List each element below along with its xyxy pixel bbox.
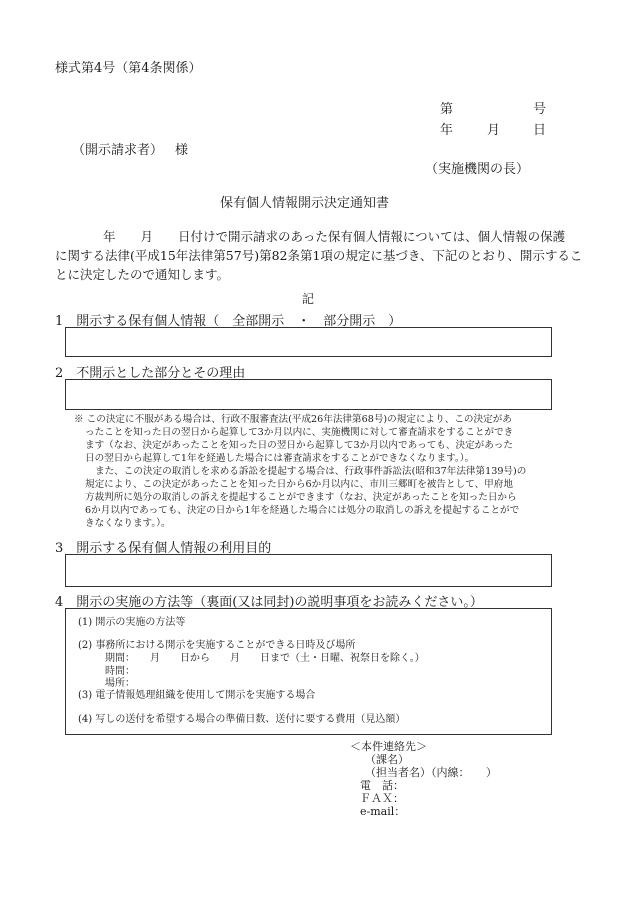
date-year: 年 xyxy=(440,123,454,138)
doc-number-dai: 第 xyxy=(440,102,454,117)
method-item-1: (1) 開示の実施の方法等 xyxy=(78,617,186,628)
section-1-label: 1 開示する保有個人情報（ 全部開示 ・ 部分開示 ） xyxy=(55,314,402,329)
note-line: きなくなります。）。 xyxy=(85,518,171,529)
method-item-3: (3) 電子情報処理組織を使用して開示を実施する場合 xyxy=(78,690,316,701)
requester-label: （開示請求者） xyxy=(72,143,164,158)
section-3-label: 3 開示する保有個人情報の利用目的 xyxy=(55,541,272,556)
form-number: 様式第4号（第4条関係） xyxy=(55,61,202,76)
document-title: 保有個人情報開示決定通知書 xyxy=(220,196,390,211)
intro-line-2: に関する法律(平成15年法律第57号)第82条第1項の規定に基づき、下記のとおり、開示するこ xyxy=(55,248,583,263)
doc-number-go: 号 xyxy=(533,102,547,117)
contact-line: （課名） xyxy=(365,753,409,766)
intro-line-3: とに決定したので通知します。 xyxy=(55,267,230,282)
place-line: 場所： xyxy=(105,678,135,689)
intro-line-1: 年 月 日付けで開示請求のあった保有個人情報については、個人情報の保護 xyxy=(103,229,566,244)
section-2-label: 2 不開示とした部分とその理由 xyxy=(55,366,246,381)
note-line: ます（なお、決定があったことを知った日の翌日から起算して3か月以内であっても、決定があった xyxy=(85,440,513,451)
requester-sama: 様 xyxy=(175,143,189,158)
ki-heading: 記 xyxy=(302,292,315,306)
section-2-box[interactable] xyxy=(65,379,552,410)
time-line: 時間： xyxy=(105,666,135,677)
method-item-2: (2) 事務所における開示を実施することができる日時及び場所 xyxy=(78,640,356,651)
period-line: 期間： 月 日から 月 日まで（土・日曜、祝祭日を除く。） xyxy=(105,653,425,664)
note-line: また、この決定の取消しを求める訴訟を提起する場合は、行政事件訴訟法(昭和37年法律第139号)の xyxy=(95,466,527,477)
note-line: 方裁判所に処分の取消しの訴えを提起することができます（なお、決定があったことを知った日から xyxy=(85,492,517,503)
contact-fax: ＦＡＸ： xyxy=(360,792,404,805)
section-1-box[interactable] xyxy=(65,327,552,357)
section-4-label: 4 開示の実施の方法等（裏面(又は同封)の説明事項をお読みください。） xyxy=(55,595,483,610)
method-item-4: (4) 写しの送付を希望する場合の準備日数、送付に要する費用（見込額） xyxy=(78,714,406,725)
issuer: （実施機関の長） xyxy=(425,162,530,177)
section-3-box[interactable] xyxy=(65,554,552,587)
note-line: 日の翌日から起算して1年を経過した場合には審査請求をすることができなくなります。）。 xyxy=(85,453,475,464)
note-line: 規定により、この決定があったことを知った日から6か月以内に、市川三郷町を被告として、甲府地 xyxy=(85,479,513,490)
date-month: 月 xyxy=(487,123,501,138)
date-day: 日 xyxy=(533,123,547,138)
contact-email: e-mail： xyxy=(360,805,406,818)
note-line: 6か月以内であっても、決定の日から1年を経過した場合には処分の取消しの訴えを提起することがで xyxy=(85,505,520,516)
contact-header: ＜本件連絡先＞ xyxy=(350,740,427,753)
contact-line: （担当者名）（内線： ） xyxy=(365,766,497,779)
note-line: ったことを知った日の翌日から起算して3か月以内に、実施機関に対して審査請求をすることができ xyxy=(85,427,514,438)
contact-phone: 電 話： xyxy=(360,779,404,792)
note-line: ※ この決定に不服がある場合は、行政不服審査法(平成26年法律第68号)の規定により、この決定があ xyxy=(74,414,512,425)
